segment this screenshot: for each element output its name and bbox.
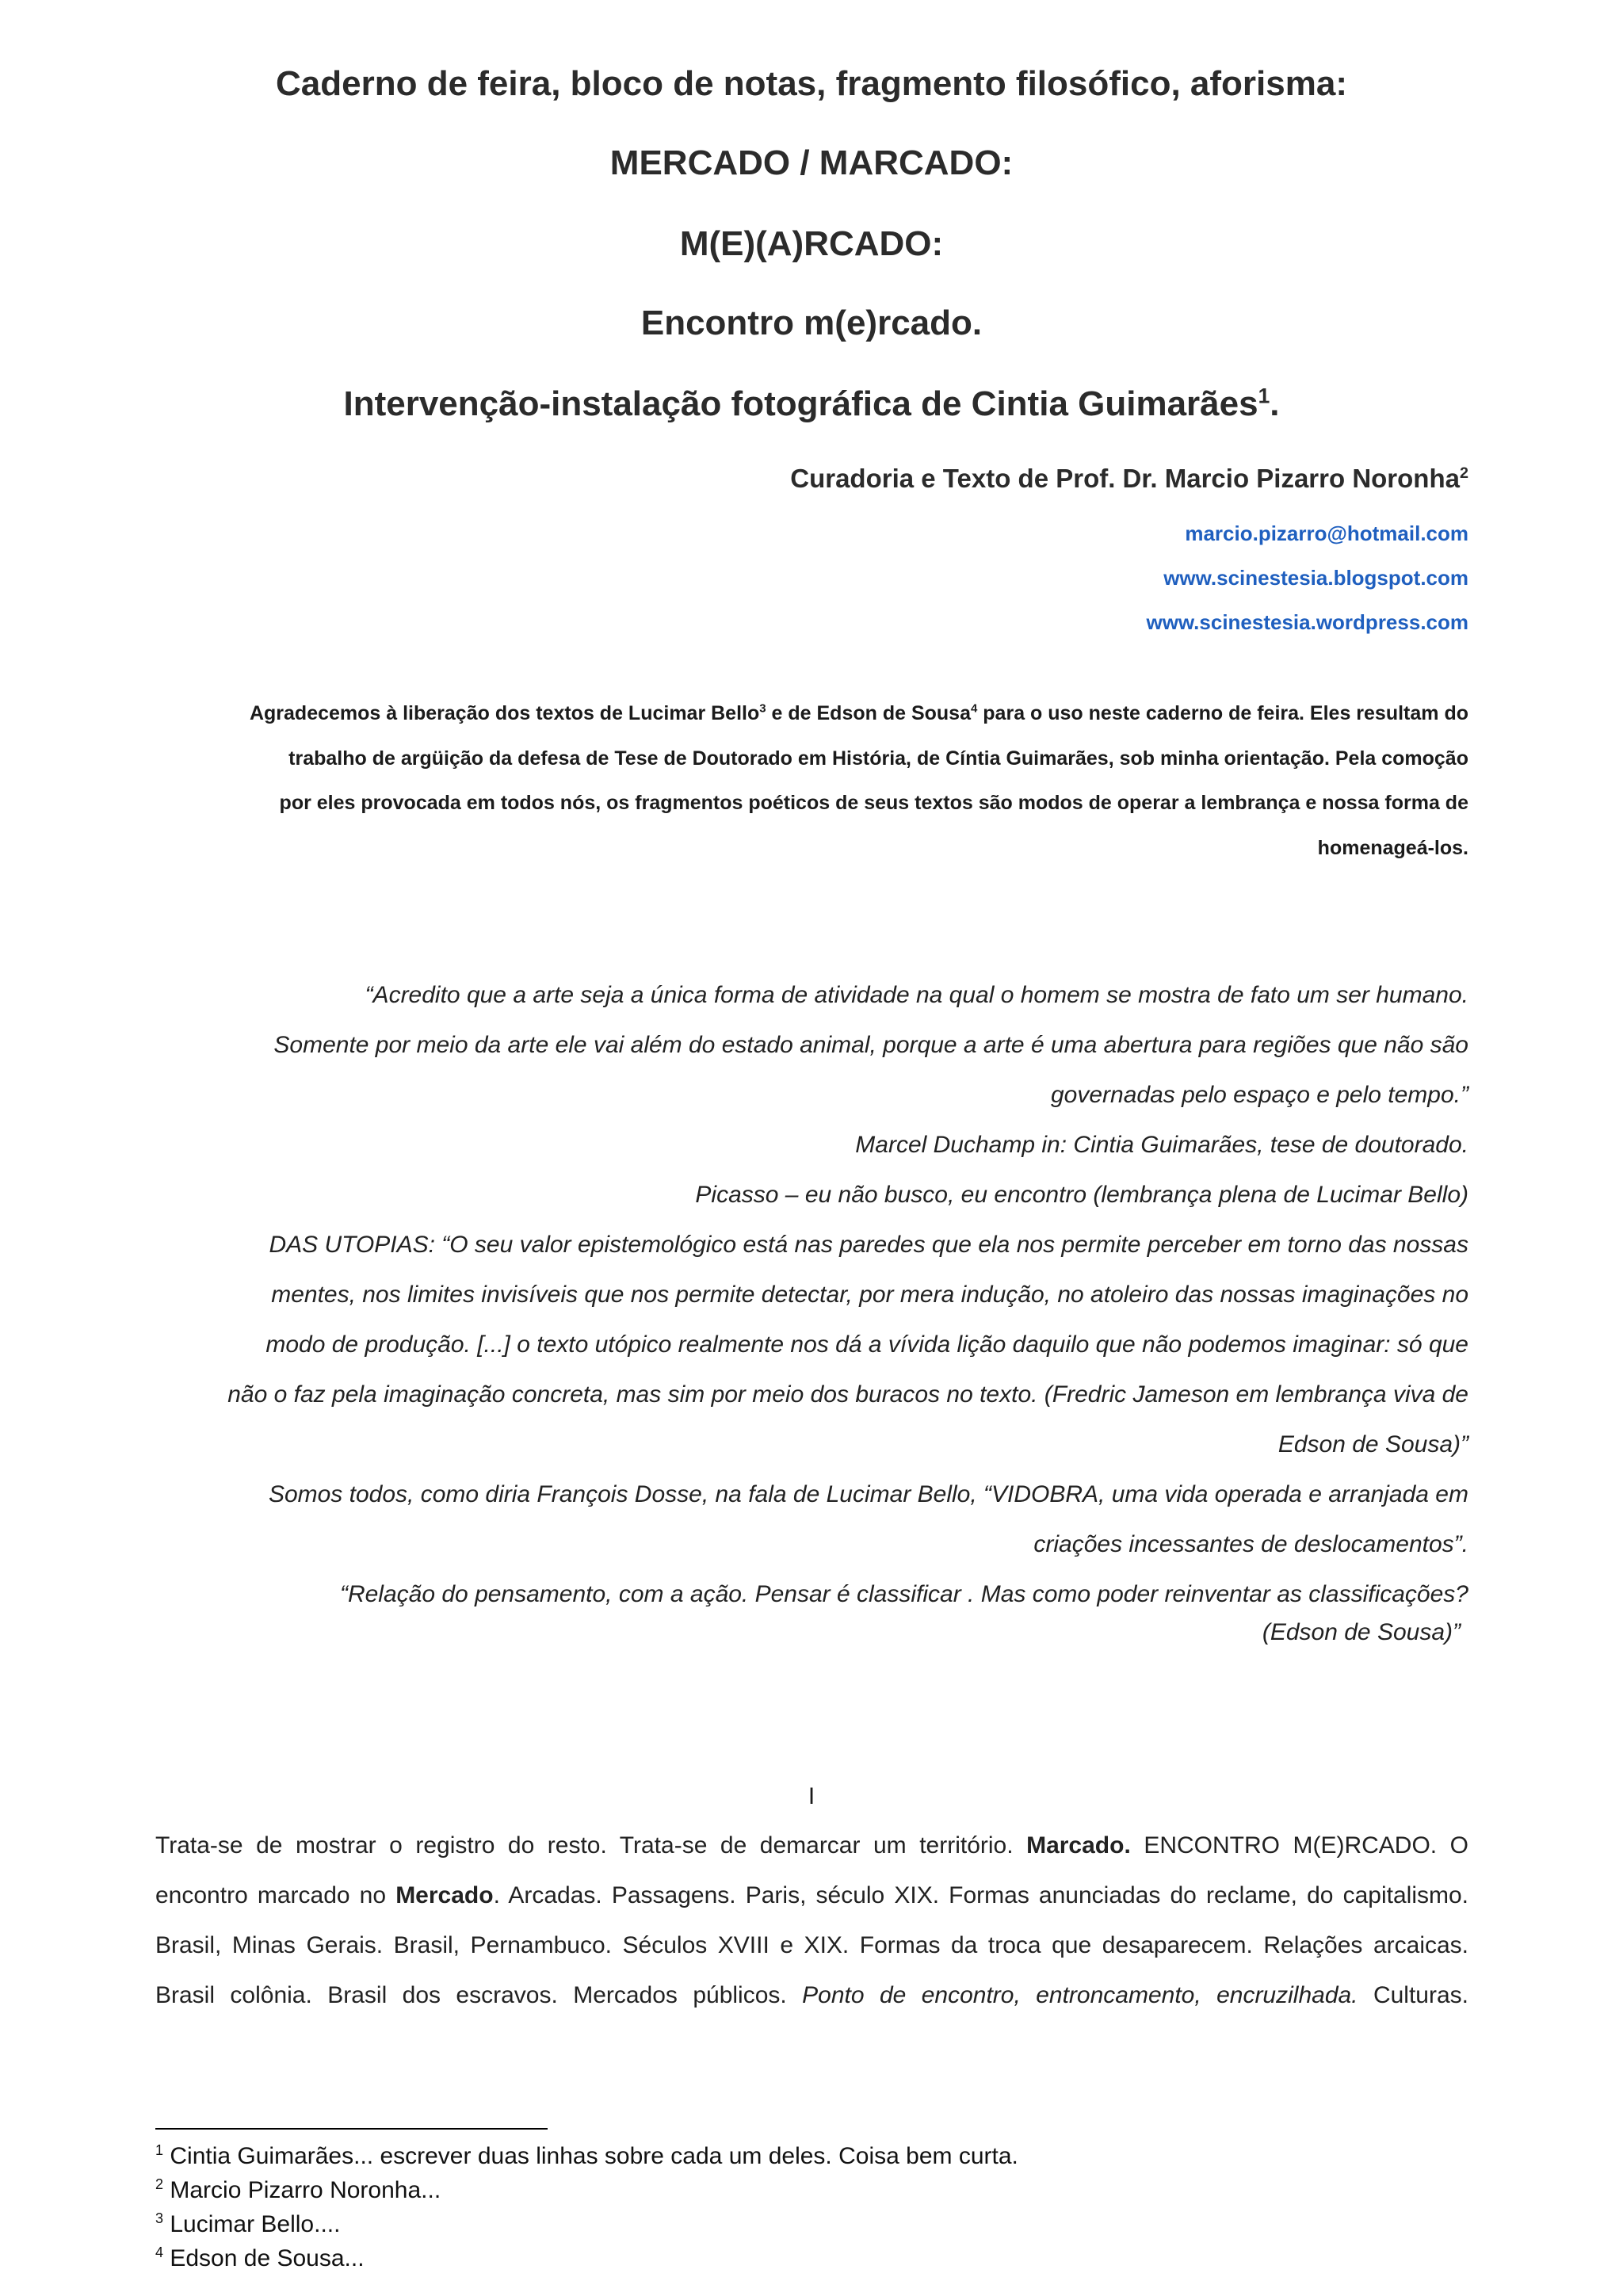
quote-line-8: modo de produção. [...] o texto utópico realmente nos dá a vívida lição daquilo que não podemos imaginar: só que [265, 1331, 1468, 1358]
title-line-1: Caderno de feira, bloco de notas, fragmento filosófico, aforisma: [276, 64, 1347, 103]
body-text: Culturas. [1373, 1982, 1468, 2008]
footnote-ref-4[interactable]: 4 [971, 701, 978, 716]
quote-line-4: Marcel Duchamp in: Cintia Guimarães, tese de doutorado. [855, 1132, 1468, 1158]
body-text: ENCONTRO M(E)RCADO. O [1144, 1832, 1468, 1859]
quote-line-5: Picasso – eu não busco, eu encontro (lembrança plena de Lucimar Bello) [695, 1182, 1468, 1208]
footnote-separator [155, 2128, 548, 2130]
footnote-number: 2 [155, 2176, 164, 2192]
title-line-2: MERCADO / MARCADO: [609, 143, 1014, 182]
title-line-5-text: Intervenção-instalação fotográfica de Cintia Guimarães [343, 384, 1258, 423]
footnote-number: 4 [155, 2244, 164, 2260]
thanks-text-c: para o uso neste caderno de feira. Eles resultam do [977, 702, 1468, 724]
curator-credit [790, 461, 1468, 496]
body-italic: Ponto de encontro, entroncamento, encruzilhada. [802, 1982, 1358, 2008]
body-text: . Arcadas. Passagens. Paris, século XIX. Formas anunciadas do reclame, do capitalismo. [493, 1882, 1468, 1908]
footnote-ref-2[interactable]: 2 [1459, 464, 1468, 482]
title-line-5 [0, 382, 1623, 426]
blogspot-link[interactable]: www.scinestesia.blogspot.com [1163, 566, 1468, 590]
thanks-text-a: Agradecemos à liberação dos textos de Lucimar Bello [249, 702, 760, 724]
body-line-3: Brasil, Minas Gerais. Brasil, Pernambuco. Séculos XVIII e XIX. Formas da troca que desaparecem. Relações arcaicas. [155, 1932, 1468, 1958]
footnote-text: Marcio Pizarro Noronha... [170, 2177, 441, 2203]
footnote-ref-1[interactable]: 1 [1258, 384, 1270, 408]
quote-line-12: criações incessantes de deslocamentos”. [1033, 1531, 1468, 1557]
title-line-5-end: . [1270, 384, 1280, 423]
title-line-3: M(E)(A)RCADO: [679, 224, 944, 263]
quote-line-9: não o faz pela imaginação concreta, mas sim por meio dos buracos no texto. (Fredric Jameson em lembrança viva de [227, 1381, 1468, 1408]
footnote-number: 3 [155, 2210, 164, 2226]
body-line-1 [155, 1830, 1468, 1862]
footnote-number: 1 [155, 2142, 164, 2158]
body-text: encontro marcado no [155, 1882, 387, 1908]
body-line-4 [155, 1980, 1468, 2011]
thanks-line-3: por eles provocada em todos nós, os fragmentos poéticos de seus textos são modos de operar a lembrança e nossa forma de [279, 792, 1468, 814]
footnote-text: Edson de Sousa... [170, 2245, 365, 2271]
footnote-ref-3[interactable]: 3 [759, 701, 766, 716]
thanks-text-b: e de Edson de Sousa [766, 702, 971, 724]
footnote-text: Cintia Guimarães... escrever duas linhas sobre cada um deles. Coisa bem curta. [170, 2143, 1018, 2169]
body-bold-marcado: Marcado. [1026, 1832, 1131, 1859]
quote-line-11: Somos todos, como diria François Dosse, na fala de Lucimar Bello, “VIDOBRA, uma vida operada e arranjada em [268, 1481, 1468, 1507]
footnote-4 [155, 2244, 365, 2274]
thanks-line-2: trabalho de argüição da defesa de Tese de Doutorado em História, de Cíntia Guimarães, sob minha orientação. Pela comoção [288, 747, 1468, 770]
quote-line-1: “Acredito que a arte seja a única forma de atividade na qual o homem se mostra de fato um ser humano. [365, 982, 1468, 1008]
footnote-2 [155, 2176, 441, 2206]
quote-line-13: “Relação do pensamento, com a ação. Pensar é classificar . Mas como poder reinventar as classificações? [339, 1581, 1468, 1607]
thanks-line-1 [250, 699, 1468, 728]
email-link[interactable]: marcio.pizarro@hotmail.com [1185, 521, 1468, 545]
body-bold-mercado: Mercado [395, 1882, 494, 1908]
quote-line-6: DAS UTOPIAS: “O seu valor epistemológico está nas paredes que ela nos permite perceber em torno das nossas [269, 1232, 1468, 1258]
footnote-text: Lucimar Bello.... [170, 2211, 341, 2237]
quote-line-10: Edson de Sousa)” [1277, 1431, 1468, 1457]
title-line-4: Encontro m(e)rcado. [640, 304, 983, 342]
wordpress-link[interactable]: www.scinestesia.wordpress.com [1146, 610, 1468, 634]
quote-line-14: (Edson de Sousa)” [1262, 1619, 1461, 1645]
quote-line-2: Somente por meio da arte ele vai além do estado animal, porque a arte é uma abertura para regiões que não são [273, 1032, 1468, 1058]
section-number: I [808, 1783, 815, 1809]
body-text: Trata-se de mostrar o registro do resto. Trata-se de demarcar um território. [155, 1832, 1014, 1859]
thanks-line-4: homenageá-los. [1317, 837, 1468, 859]
quote-line-3: governadas pelo espaço e pelo tempo.” [1050, 1082, 1468, 1108]
curator-credit-text: Curadoria e Texto de Prof. Dr. Marcio Pizarro Noronha [790, 464, 1460, 493]
footnote-3 [155, 2210, 340, 2240]
body-line-2 [155, 1880, 1468, 1912]
quote-line-7: mentes, nos limites invisíveis que nos permite detectar, por mera indução, no atoleiro das nossas imaginações no [271, 1282, 1468, 1308]
body-text: Brasil colônia. Brasil dos escravos. Mercados públicos. [155, 1982, 787, 2008]
footnote-1 [155, 2141, 1018, 2172]
